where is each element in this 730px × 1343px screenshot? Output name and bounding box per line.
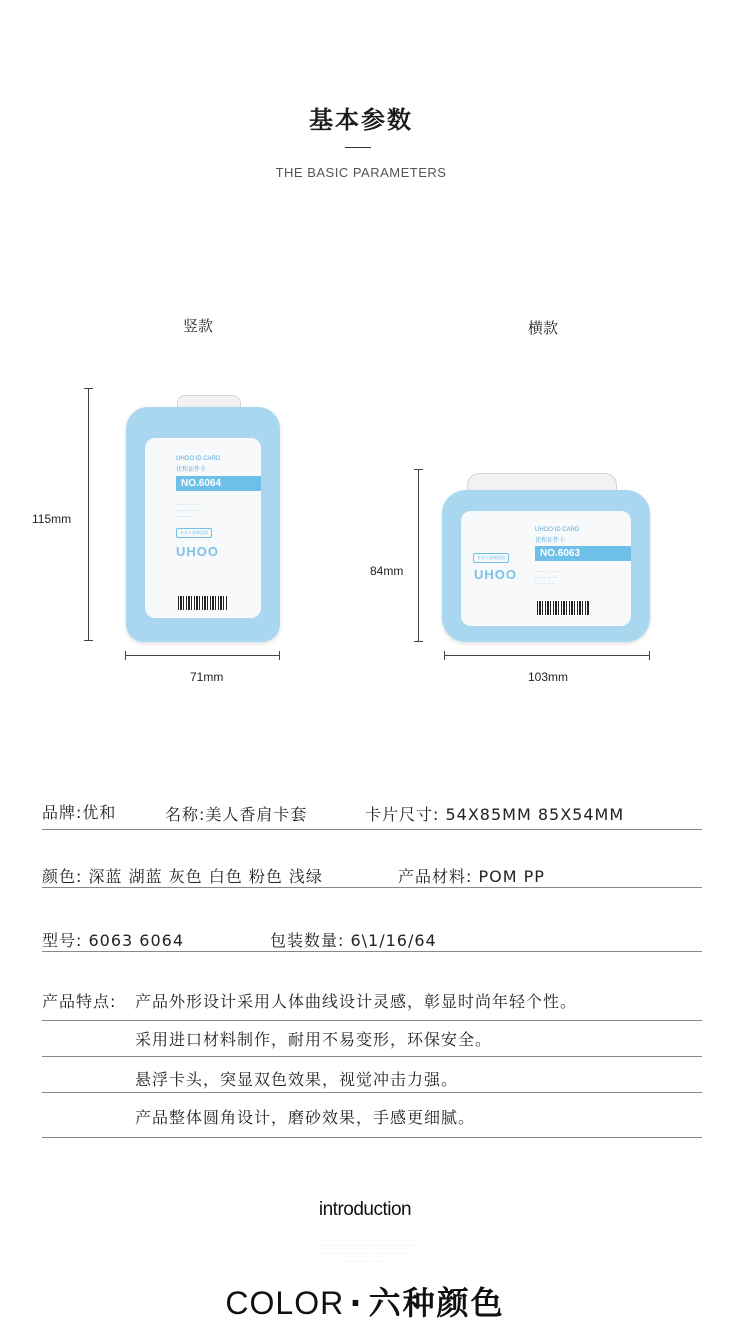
- height-dimension-line: [88, 388, 89, 640]
- card-model-band: NO.6063: [535, 546, 631, 561]
- color-heading-en: COLOR: [225, 1285, 345, 1321]
- horizontal-height-label: 84mm: [370, 564, 404, 578]
- title-divider: [345, 147, 371, 148]
- spec-divider: [42, 1056, 702, 1057]
- barcode-icon: [178, 596, 228, 610]
- card-fine-print: ······· ···· ····· ······ ······· ··· ········ ······: [535, 569, 558, 586]
- card-logo: UHOO: [176, 544, 219, 559]
- h-width-tick-right: [649, 651, 650, 660]
- decorative-fine-text: · · · · · · · · · · · · · · · · · · · · · · · · · · · · · · · · · · · · ·: [318, 1251, 412, 1256]
- barcode-icon: [537, 601, 589, 615]
- color-heading: [0, 1278, 730, 1324]
- spec-model: 型号: 6063 6064: [42, 931, 185, 950]
- spec-divider: [42, 887, 702, 888]
- introduction-heading: introduction: [318, 1199, 412, 1220]
- vertical-width-label: 71mm: [190, 670, 224, 684]
- h-width-dimension-line: [444, 655, 649, 656]
- spec-material: 产品材料: POM PP: [398, 867, 545, 886]
- horizontal-width-label: 103mm: [528, 670, 569, 684]
- page-subtitle: THE BASIC PARAMETERS: [275, 165, 447, 180]
- spec-divider: [42, 1137, 702, 1138]
- horizontal-id-card: [461, 511, 631, 626]
- spec-feature: 悬浮卡头，突显双色效果，视觉冲击力强。: [135, 1070, 459, 1089]
- vertical-id-card: [145, 438, 261, 618]
- spec-feature: 产品外形设计采用人体曲线设计灵感，彰显时尚年轻个性。: [135, 992, 578, 1011]
- h-height-tick-bottom: [414, 641, 423, 642]
- h-height-dimension-line: [418, 469, 419, 641]
- spec-divider: [42, 829, 702, 830]
- spec-divider: [42, 1020, 702, 1021]
- card-header: UHOO ID CARD: [176, 456, 221, 462]
- vertical-label: 竖款: [183, 317, 214, 335]
- spec-feature: 采用进口材料制作，耐用不易变形，环保安全。: [135, 1030, 493, 1049]
- spec-color: 颜色: 深蓝 湖蓝 灰色 白色 粉色 浅绿: [42, 867, 323, 886]
- card-header: UHOO ID CARD: [535, 527, 580, 533]
- vertical-height-label: 115mm: [32, 512, 72, 526]
- color-heading-separator: ·: [349, 1284, 364, 1322]
- spec-brand: 品牌:优和: [42, 803, 117, 822]
- card-tag: 专业卡套制造商: [473, 553, 509, 563]
- decorative-fine-text: · · · · · · · · · · · · · · · · · · ·: [341, 1259, 389, 1264]
- card-subheader: 优和证件卡: [176, 467, 207, 473]
- horizontal-label: 横款: [528, 319, 559, 337]
- spec-divider: [42, 951, 702, 952]
- spec-feature: 产品整体圆角设计，磨砂效果，手感更细腻。: [135, 1108, 476, 1127]
- card-fine-print: ······· ···· ····· ······ ······· ··· ········ ······: [176, 502, 199, 519]
- decorative-fine-text: · · · · · · · · · · · · · · · · · · · · · · · · · · · · · · · · · · · · · · · ·: [314, 1243, 416, 1248]
- spec-divider: [42, 1092, 702, 1093]
- spec-pack: 包装数量: 6\1/16/64: [270, 931, 437, 950]
- height-tick-bottom: [84, 640, 93, 641]
- card-tag: 专业卡套制造商: [176, 528, 212, 538]
- card-subheader: 优和证件卡: [535, 538, 566, 544]
- card-model-band: NO.6064: [176, 476, 261, 491]
- spec-name: 名称:美人香肩卡套: [165, 805, 308, 824]
- page-title: 基本参数: [309, 106, 413, 134]
- color-heading-cn: 六种颜色: [368, 1284, 505, 1322]
- width-tick-right: [279, 651, 280, 660]
- spec-feature-label: 产品特点:: [42, 992, 117, 1011]
- spec-size: 卡片尺寸: 54X85MM 85X54MM: [365, 805, 625, 824]
- card-logo: UHOO: [474, 567, 517, 582]
- width-dimension-line: [125, 655, 279, 656]
